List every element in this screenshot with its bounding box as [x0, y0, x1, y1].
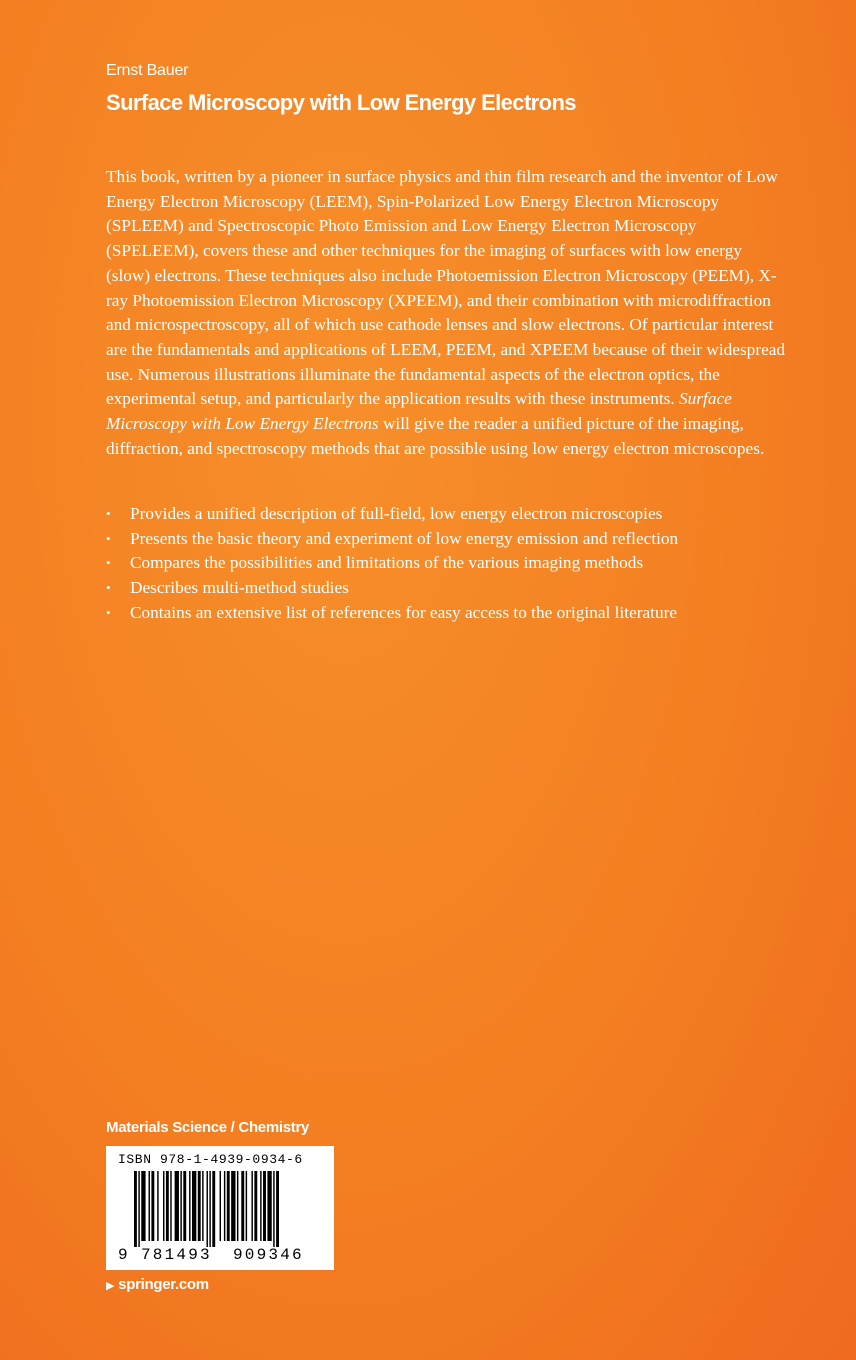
- barcode-bar: [231, 1171, 235, 1241]
- barcode-bar: [251, 1171, 252, 1241]
- ean-first-digit: 9: [118, 1246, 128, 1264]
- barcode-bar: [183, 1171, 186, 1241]
- barcode-bar: [157, 1171, 158, 1241]
- feature-text: Describes multi-method studies: [130, 578, 349, 598]
- description-text-part2: will give the reader a unified picture of the imaging, diffraction, and spectroscopy methods that are possible using low energy electron microscopes.: [106, 414, 765, 458]
- barcode-bar: [202, 1171, 203, 1241]
- barcode-bar: [134, 1171, 137, 1247]
- barcode-bar: [166, 1171, 169, 1241]
- isbn-barcode: [106, 1146, 334, 1270]
- feature-list: [106, 502, 806, 626]
- feature-item: [106, 576, 806, 601]
- barcode-bar: [141, 1171, 145, 1241]
- feature-item: [106, 601, 806, 626]
- isbn-label: ISBN 978-1-4939-0934-6: [118, 1152, 303, 1167]
- book-description: [106, 165, 786, 461]
- barcode-bar: [180, 1171, 181, 1241]
- barcode-bar: [254, 1171, 257, 1241]
- barcode-bar: [241, 1171, 244, 1241]
- feature-item: [106, 551, 806, 576]
- barcode-bars-icon: [134, 1171, 314, 1247]
- barcode-bar: [149, 1171, 150, 1241]
- barcode-bar: [170, 1171, 171, 1241]
- barcode-bar: [189, 1171, 190, 1241]
- book-title: Surface Microscopy with Low Energy Electrons: [106, 90, 576, 115]
- bullet-icon: •: [106, 530, 111, 546]
- bullet-icon: •: [106, 580, 111, 596]
- barcode-bar: [209, 1171, 210, 1247]
- barcode-bar: [246, 1171, 247, 1241]
- description-text-part1: This book, written by a pioneer in surface physics and thin film research and the inventor of Low Energy Electron Microscopy (LEEM), Spin-Polarized Low Energy Electron Microscopy (SPLEEM) and Spectroscopic Photo Emission and Low Energy Electron Microscopy (SPELEEM), covers these and other techniques for the imaging of surfaces with low energy (slow) electrons. These techniques also include Photoemission Electron Microscopy (PEEM), X-ray Photoemission Electron Microscopy (XPEEM), and their combination with microdiffraction and microspectroscopy, all of which use cathode lenses and slow electrons. Of particular interest are the fundamentals and applications of LEEM, PEEM, and XPEEM because of their widespread use. Numerous illustrations illuminate the fundamental aspects of the electron optics, the experimental setup, and particularly the application results with these instruments.: [106, 167, 786, 409]
- bullet-icon: •: [106, 506, 111, 521]
- publisher-link[interactable]: [106, 1276, 209, 1293]
- barcode-bar: [273, 1171, 274, 1247]
- barcode-bar: [224, 1171, 225, 1241]
- barcode-bar: [260, 1171, 261, 1241]
- feature-item: [106, 527, 806, 552]
- publisher-text: springer.com: [118, 1276, 209, 1293]
- barcode-bar: [151, 1171, 154, 1241]
- barcode-bar: [263, 1171, 266, 1241]
- feature-text: Provides a unified description of full-field, low energy electron microscopies: [130, 504, 663, 523]
- barcode-bar: [207, 1171, 208, 1247]
- barcode-bar: [276, 1171, 279, 1247]
- feature-text: Contains an extensive list of references for easy access to the original literature: [130, 602, 678, 622]
- subject-category: Materials Science / Chemistry: [106, 1119, 310, 1136]
- feature-text: Presents the basic theory and experiment of low energy emission and reflection: [130, 528, 679, 548]
- author-name: Ernst Bauer: [106, 62, 189, 79]
- barcode-bar: [267, 1171, 271, 1241]
- bullet-icon: •: [106, 555, 111, 571]
- description-italic-title: Surface Microscopy with Low Energy Electrons: [106, 389, 732, 434]
- ean-left-digits: 781493: [141, 1246, 212, 1264]
- feature-item: [106, 502, 806, 527]
- barcode-bar: [198, 1171, 201, 1241]
- bullet-icon: •: [106, 604, 111, 620]
- barcode-bar: [175, 1171, 179, 1241]
- play-arrow-icon: ▶: [106, 1280, 115, 1292]
- barcode-bar: [237, 1171, 238, 1241]
- barcode-bar: [138, 1171, 139, 1247]
- feature-text: Compares the possibilities and limitations of the various imaging methods: [130, 553, 644, 573]
- barcode-bar: [163, 1171, 164, 1241]
- ean-right-digits: 909346: [233, 1246, 304, 1264]
- barcode-bar: [220, 1171, 221, 1241]
- barcode-bar: [227, 1171, 230, 1241]
- barcode-bar: [192, 1171, 196, 1241]
- barcode-bar: [212, 1171, 215, 1247]
